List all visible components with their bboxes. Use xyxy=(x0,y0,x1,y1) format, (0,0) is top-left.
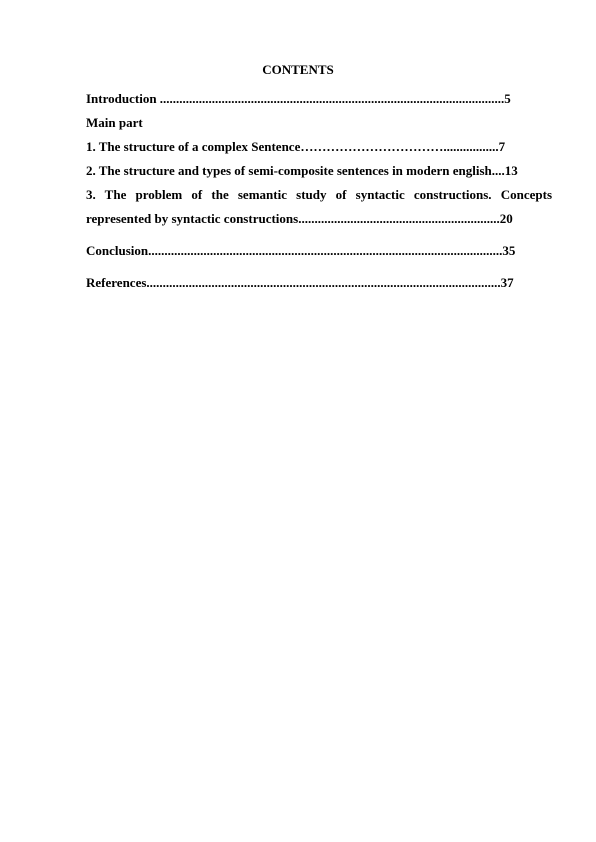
toc-heading-main-part: Main part xyxy=(86,115,143,130)
toc-entry-section-3-line-2: represented by syntactic constructions..............................................................20 xyxy=(86,211,513,226)
toc-entry-references: References.............................................................................................................37 xyxy=(86,275,514,290)
toc-entry-section-3-line-1: 3. The problem of the semantic study of syntactic constructions. Concepts xyxy=(86,187,552,202)
toc-entry-section-1: 1. The structure of a complex Sentence…………………………….................7 xyxy=(86,139,506,154)
toc-entry-conclusion: Conclusion.............................................................................................................35 xyxy=(86,243,516,258)
toc-entry-section-2: 2. The structure and types of semi-composite sentences in modern english....13 xyxy=(86,163,518,178)
contents-title: CONTENTS xyxy=(262,62,334,77)
toc-entry-introduction: Introduction ..........................................................................................................5 xyxy=(86,91,511,106)
